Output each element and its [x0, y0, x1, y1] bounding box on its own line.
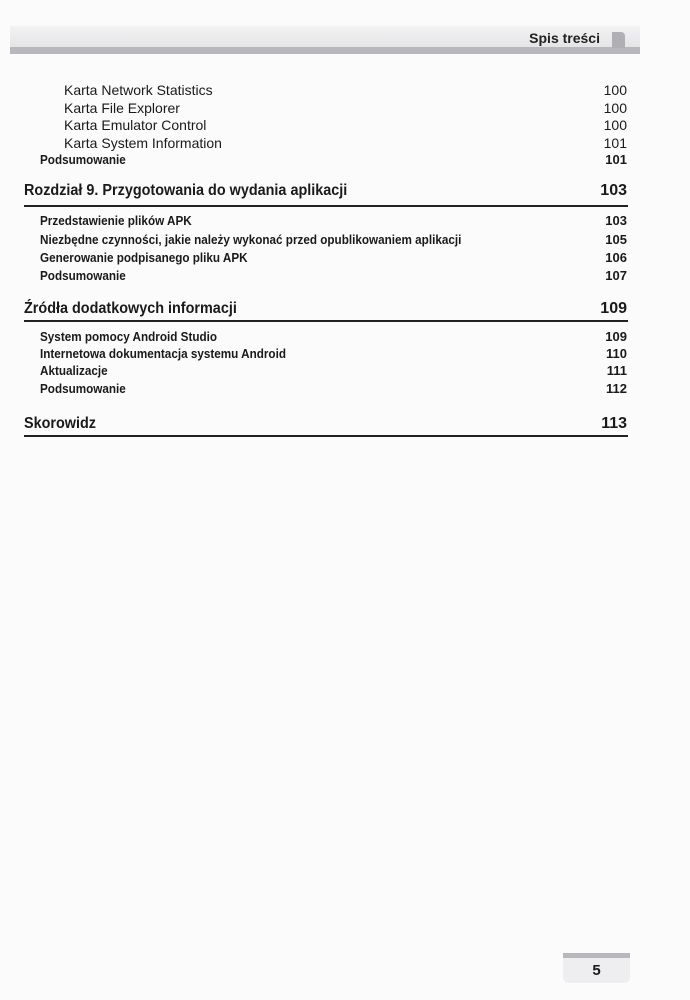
chapter-page: 113	[601, 415, 627, 432]
section-title: System pomocy Android Studio	[40, 329, 218, 344]
entry-page: 101	[603, 135, 627, 151]
entry-title: Karta System Information	[64, 135, 222, 151]
chapter-page: 109	[600, 300, 627, 317]
entry-page: 100	[603, 82, 627, 98]
toc-section	[0, 328, 690, 346]
toc-section	[0, 380, 690, 398]
chapter-title: Rozdział 9. Przygotowania do wydania aplikacji	[24, 182, 348, 199]
entry-title: Karta Network Statistics	[64, 82, 213, 98]
chapter-title: Skorowidz	[24, 415, 97, 432]
toc-chapter	[0, 415, 690, 433]
header-tab-marker	[612, 32, 625, 48]
section-page: 109	[605, 329, 627, 344]
chapter-rule	[24, 205, 628, 207]
section-page: 111	[606, 363, 627, 378]
section-title: Podsumowanie	[40, 268, 126, 283]
chapter-rule	[24, 320, 628, 322]
section-page: 106	[605, 250, 627, 265]
entry-title: Karta File Explorer	[64, 100, 180, 116]
toc-chapter	[0, 182, 690, 200]
toc-entry	[0, 116, 690, 134]
chapter-rule	[24, 435, 628, 437]
header-strip	[10, 47, 640, 54]
toc-section	[0, 362, 690, 380]
entry-title: Karta Emulator Control	[64, 117, 207, 133]
entry-page: 100	[603, 117, 627, 133]
toc-entry	[0, 134, 690, 152]
toc-entry	[0, 81, 690, 99]
chapter-title: Źródła dodatkowych informacji	[24, 300, 237, 317]
section-title: Niezbędne czynności, jakie należy wykonać przed opublikowaniem aplikacji	[40, 232, 462, 247]
toc-section	[0, 345, 690, 363]
section-title: Internetowa dokumentacja systemu Android	[40, 346, 286, 361]
toc-section	[0, 231, 690, 249]
section-title: Generowanie podpisanego pliku APK	[40, 250, 248, 265]
section-page: 103	[605, 213, 627, 228]
toc-section	[0, 267, 690, 285]
toc-entry	[0, 99, 690, 117]
section-title: Podsumowanie	[40, 381, 126, 396]
section-title: Przedstawienie plików APK	[40, 213, 192, 228]
section-title: Aktualizacje	[40, 363, 108, 378]
entry-page: 100	[603, 100, 627, 116]
toc-section	[0, 212, 690, 230]
toc-chapter	[0, 300, 690, 318]
toc-section	[0, 249, 690, 267]
section-page: 101	[605, 152, 627, 167]
toc-section	[0, 151, 690, 169]
section-page: 110	[606, 346, 627, 361]
page-number: 5	[592, 962, 601, 979]
running-header-title: Spis treści	[529, 30, 600, 46]
page-number-strip	[563, 953, 630, 958]
section-page: 112	[606, 381, 627, 396]
section-page: 105	[605, 232, 627, 247]
chapter-page: 103	[600, 182, 627, 199]
section-page: 107	[605, 268, 627, 283]
section-title: Podsumowanie	[40, 152, 126, 167]
